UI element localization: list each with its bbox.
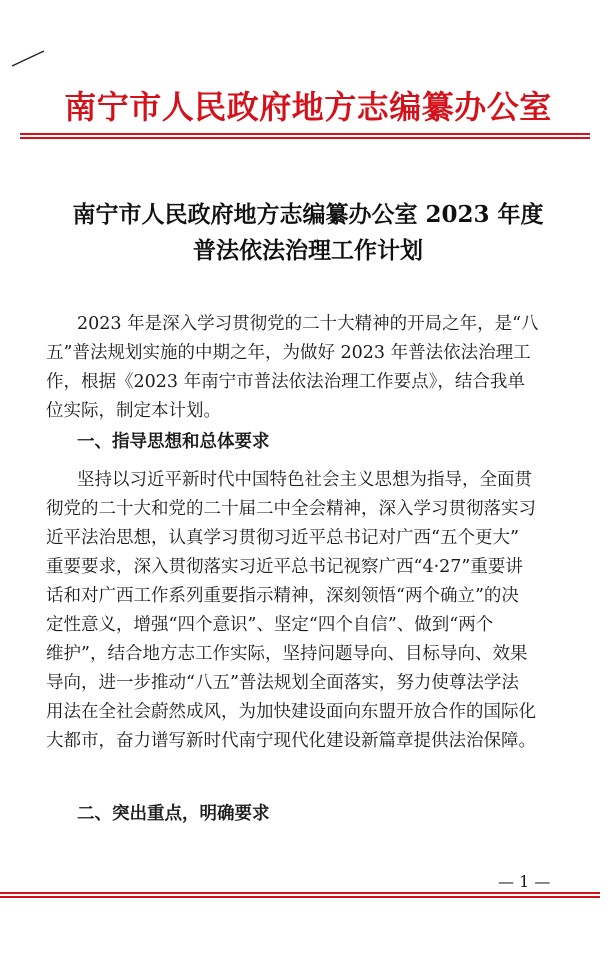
letterhead-rule-top <box>20 133 590 135</box>
document-title-line-2: 普法依法治理工作计划 <box>193 237 423 264</box>
section-1-line: 大都市，奋力谱写新时代南宁现代化建设新篇章提供法治保障。 <box>46 731 536 751</box>
letterhead-title: 南宁市人民政府地方志编纂办公室 <box>64 88 552 126</box>
intro-paragraph <box>46 310 547 426</box>
intro-line: 作，根据《2023 年南宁市普法依法治理工作要点》，结合我单 <box>46 372 525 392</box>
section-2-heading: 二、突出重点，明确要求 <box>77 804 270 824</box>
section-1-line: 彻党的二十大和党的二十届二中全会精神，深入学习贯彻落实习 <box>46 499 536 519</box>
intro-line: 2023 年是深入学习贯彻党的二十大精神的开局之年，是“八 <box>77 314 539 334</box>
section-1-line: 用法在全社会蔚然成风，为加快建设面向东盟开放合作的国际化 <box>46 702 536 722</box>
section-1-line: 重要要求，深入贯彻落实习近平总书记视察广西“4·27”重要讲 <box>46 557 523 577</box>
intro-line: 位实际，制定本计划。 <box>46 401 221 421</box>
page-number: — 1 — <box>498 872 551 891</box>
section-1-line: 话和对广西工作系列重要指示精神，深刻领悟“两个确立”的决 <box>46 586 519 606</box>
intro-line: 五”普法规划实施的中期之年，为做好 2023 年普法依法治理工 <box>46 343 531 363</box>
section-1-line: 维护”，结合地方志工作实际，坚持问题导向、目标导向、效果 <box>46 644 528 664</box>
section-1-line: 坚持以习近平新时代中国特色社会主义思想为指导，全面贯 <box>77 470 532 490</box>
section-1-paragraph <box>46 466 547 756</box>
section-1-line: 定性意义，增强“四个意识”、坚定“四个自信”、做到“两个 <box>46 615 494 635</box>
footer-rule-top <box>0 892 600 894</box>
pen-mark-icon <box>10 48 48 68</box>
section-1-line: 近平法治思想，认真学习贯彻习近平总书记对广西“五个更大” <box>46 528 519 548</box>
section-1-heading: 一、指导思想和总体要求 <box>77 432 270 452</box>
section-1-line: 导向，进一步推动“八五”普法规划全面落实，努力使尊法学法 <box>46 673 519 693</box>
document-title-line-1: 南宁市人民政府地方志编纂办公室 2023 年度 <box>72 201 544 228</box>
letterhead-rule-bottom <box>20 137 590 139</box>
footer-rule-bottom <box>0 896 600 898</box>
